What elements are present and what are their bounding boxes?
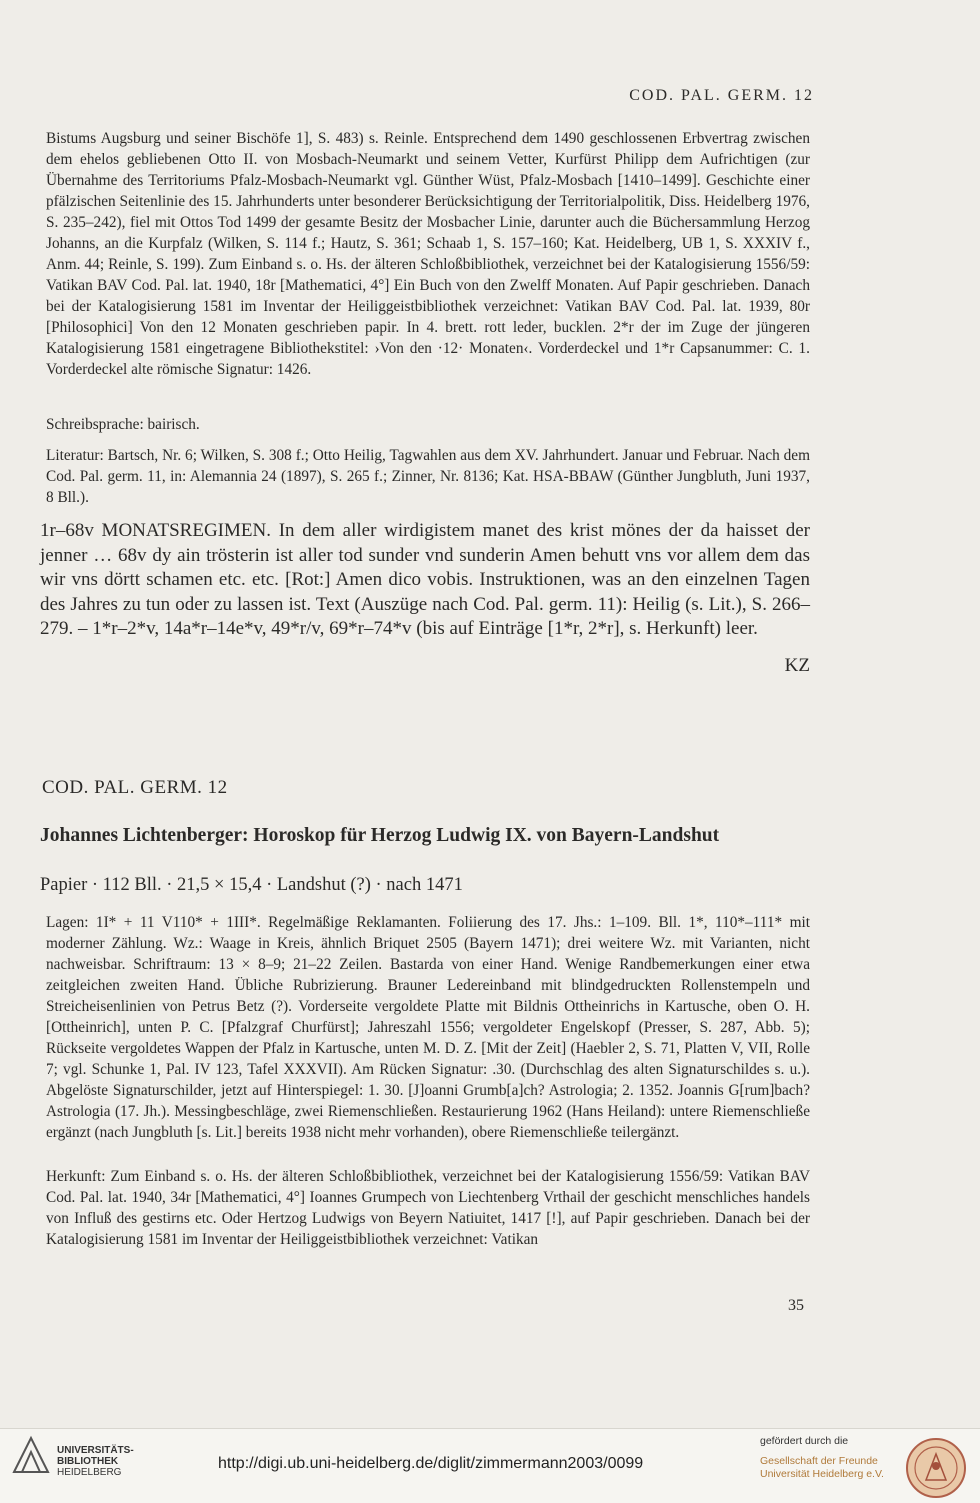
paragraph-codicology: [46, 912, 810, 1143]
paragraph-literature: [46, 445, 810, 508]
physical-description: Papier · 112 Bll. · 21,5 × 15,4 · Landshut (?) · nach 1471: [40, 875, 463, 895]
library-line: UNIVERSITÄTS-: [57, 1445, 134, 1456]
running-head: COD. PAL. GERM. 12: [629, 87, 814, 104]
paragraph-text: Lagen: 1I* + 11 V110* + 1III*. Regelmäßige Reklamanten. Foliierung des 17. Jhs.: 1–109. Bll. 1*, 110*–111* mit moderner Zählung. Wz.: Waage in Kreis, ähnlich Briquet 2505 (Bayern 1471); drei weitere Wz. mit Varianten, nicht nachweisbar. Schriftraum: 13 × 8–9; 21–22 Zeilen. Bastarda von einer Hand. Wenige Randbemerkungen einer etwa zeitgleichen zweiten Hand. Übliche Rubrizierung. Brauner Ledereinband mit blindgedruckten Rollenstempeln und Streicheisenlinien von Petrus Betz (?). Vorderseite vergoldete Platte mit Bildnis Ottheinrichs in Kartusche, oben O. H. [Ottheinrich], unten P. C. [Pfalzgraf Churfürst]; Jahreszahl 1556; vergoldeter Engelskopf (Presser, S. 287, Abb. 5); Rückseite vergoldetes Wappen der Pfalz in Kartusche, unten M. D. Z. [Mit der Zeit] (Haebler 2, S. 71, Platten V, VII, Rolle 7; vgl. Schunke 1, Pal. IV 123, Tafel XXXVII). Am Rücken Signatur: .30. (Durchschlag des alten Signaturschildes s. u.). Abgelöste Signaturschilder, jetzt auf Hinterspiegel: 1. 30. [J]oanni Grumb[a]ch? Astrologia; 2. 1352. Joannis G[rum]bach? Astrologia (17. Jh.). Messingbeschläge, zwei Riemenschließen. Restaurierung 1962 (Hans Heiland): untere Riemenschließe ergänzt (nach Jungbluth [s. Lit.] bereits 1938 nicht mehr vorhanden), obere Riemenschließe teilergänzt.: [46, 914, 810, 1141]
paragraph-text: Schreibsprache: bairisch.: [46, 416, 200, 433]
paragraph-text: Herkunft: Zum Einband s. o. Hs. der älteren Schloßbibliothek, verzeichnet bei der Katalogisierung 1556/59: Vatikan BAV Cod. Pal. lat. 1940, 34r [Mathematici, 4°] Ioannes Grumpech von Liechtenberg Vrthail der geschicht menschliches handels von Influß des gestirns etc. Oder Hertzog Ludwigs von Beyern Natiuitet, 1417 [!], auf Papir geschrieben. Danach bei der Katalogisierung 1581 im Inventar der Heiliggeistbibliothek verzeichnet: Vatikan: [46, 1168, 810, 1248]
library-line: HEIDELBERG: [57, 1467, 122, 1478]
paragraph-text: Bistums Augsburg und seiner Bischöfe 1], S. 483) s. Reinle. Entsprechend dem 1490 geschlossenen Erbvertrag zwischen dem ehelos gebliebenen Otto II. von Mosbach-Neumarkt und seinem Vetter, Kurfürst Philipp dem Aufrichtigen (zur Übernahme des Territoriums Pfalz-Mosbach-Neumarkt vgl. Günther Wüst, Pfalz-Mosbach [1410–1499]. Geschichte einer pfälzischen Seitenlinie des 15. Jahrhunderts unter besonderer Berücksichtigung der Territorialpolitik, Diss. Heidelberg 1976, S. 235–242), fiel mit Ottos Tod 1499 der gesamte Besitz der Mosbacher Linie, darunter auch die Büchersammlung Herzog Johanns, an die Kurpfalz (Wilken, S. 114 f.; Hautz, S. 361; Schaab 1, S. 157–160; Kat. Heidelberg, UB 1, S. XXXIV f., Anm. 44; Reinle, S. 199). Zum Einband s. o. Hs. der älteren Schloßbibliothek, verzeichnet bei der Katalogisierung 1556/59: Vatikan BAV Cod. Pal. lat. 1940, 18r [Mathematici, 4°] Ein Buch von den Zwelff Monaten. Auf Papir geschrieben. Danach bei der Katalogisierung 1581 im Inventar der Heiliggeistbibliothek verzeichnet: Vatikan BAV Cod. Pal. lat. 1939, 80r [Philosophici] Von den 12 Monaten geschrieben papir. In 4. brett. rott leder, bucklen. 2*r der im Zuge der jüngeren Katalogisierung 1581 eingetragene Bibliothekstitel: ›Von den ·12· Monaten‹. Vorderdeckel und 1*r Capsanummer: C. 1. Vorderdeckel alte römische Signatur: 1426.: [46, 130, 810, 378]
sponsor-label: gefördert durch die: [760, 1435, 849, 1447]
university-library-logo-icon[interactable]: [10, 1434, 52, 1476]
manuscript-title: Johannes Lichtenberger: Horoskop für Herzog Ludwig IX. von Bayern-Landshut: [40, 825, 720, 846]
section-heading: COD. PAL. GERM. 12: [42, 777, 228, 798]
author-initials: KZ: [784, 655, 810, 676]
source-url-link[interactable]: http://digi.ub.uni-heidelberg.de/diglit/zimmermann2003/0099: [218, 1455, 644, 1472]
library-line: BIBLIOTHEK: [57, 1456, 119, 1467]
sponsor-line: Gesellschaft der Freunde: [760, 1455, 878, 1467]
university-seal-icon: [900, 1436, 972, 1500]
content-entry-monatsregimen: 1r–68v MONATSREGIMEN. In dem aller wirdigistem manet des krist mönes der da haisset der jenner … 68v dy ain trösterin ist aller tod sunder vnd sunderin Amen behutt vns vor allem dem das wir vns dörtt schamen etc. etc. [Rot:] Amen dico vobis. Instruktionen, was an den einzelnen Tagen des Jahres zu tun oder zu lassen ist. Text (Auszüge nach Cod. Pal. germ. 11): Heilig (s. Lit.), S. 266–279. – 1*r–2*v, 14a*r–14e*v, 49*r/v, 69*r–74*v (bis auf Einträge [1*r, 2*r], s. Herkunft) leer.: [40, 520, 810, 640]
paragraph-text: Literatur: Bartsch, Nr. 6; Wilken, S. 308 f.; Otto Heilig, Tagwahlen aus dem XV. Jahrhundert. Januar und Februar. Nach dem Cod. Pal. germ. 11, in: Alemannia 24 (1897), S. 265 f.; Zinner, Nr. 8136; Kat. HSA-BBAW (Günther Jungbluth, Juni 1937, 8 Bll.).: [46, 447, 810, 506]
university-library-name[interactable]: [57, 1445, 134, 1478]
paragraph-provenance: [46, 1166, 810, 1250]
paragraph-provenance-continued: [46, 128, 810, 380]
sponsor-line: Universität Heidelberg e.V.: [760, 1468, 884, 1480]
sponsor-name[interactable]: [760, 1455, 884, 1481]
paragraph-language: [46, 414, 810, 435]
page-number: 35: [788, 1297, 804, 1314]
